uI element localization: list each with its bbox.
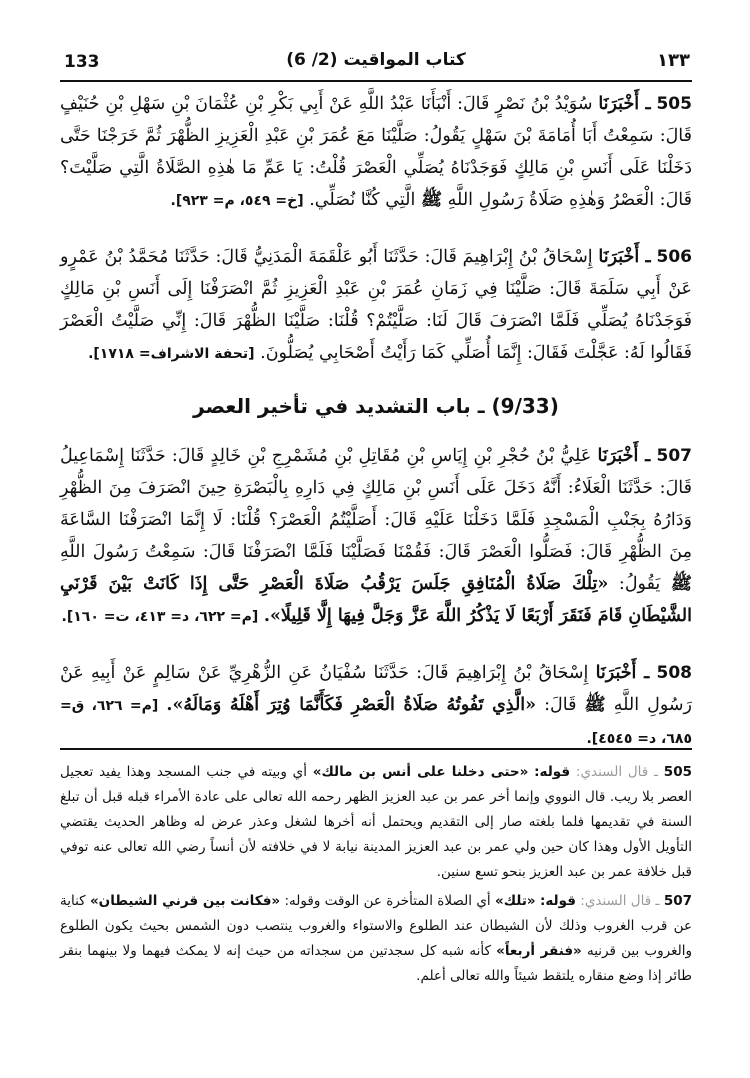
footnote-505 (60, 760, 692, 885)
hadith-matn: «تِلْكَ صَلَاةُ الْمُنَافِقِ جَلَسَ يَرْقُبُ صَلَاةَ الْعَصْرِ حَتَّى إِذَا كَانَتْ بَيْنَ قَرْنَيِ الشَّيْطَانِ قَامَ فَنَقَرَ أَرْبَعًا لَا يَذْكُرُ اللَّهَ عَزَّ وَجَلَّ فِيهَا إِلَّا قَلِيلًا». (60, 574, 692, 626)
hadith-number: 507 (656, 446, 692, 466)
page-header (60, 46, 692, 82)
hadith-lead: ـ أَخْبَرَنَا (595, 663, 650, 683)
footnote-quote: «تلك» (495, 893, 536, 909)
footnote-number: 505 (663, 764, 692, 780)
footnote-quote: «حتى دخلنا على أنس بن مالك» (312, 764, 529, 780)
hadith-text-continued: قَالَ: (544, 695, 577, 715)
takhrij: [م= ٦٢٢، د= ٤١٣، ت= ١٦٠]. (61, 609, 259, 625)
footnote-quote: «فنقر أربعاً» (496, 943, 582, 959)
footnote-text: كناية عن قرب الغروب وذلك لأن الشيطان عند الطلوع والاستواء والغروب ينتصب دون الشمس بحيث يكون الطلوع والغروب بين قرنيه (60, 893, 693, 959)
footnote-source: ـ قال السندي: (575, 764, 658, 780)
footnote-text: كأنه شبه كل سجدتين من سجداته من حيث إنه لا يمكث فيهما ولا بينهما بنقر طائر إذا وضع منقاره يلتقط شيئاً والله تعالى أعلم. (60, 943, 692, 984)
takhrij: [خ= ٥٤٩، م= ٩٢٣]. (170, 193, 304, 209)
hadith-number: 506 (656, 247, 692, 267)
main-text (60, 88, 692, 779)
footnote-quote: «فكانت بين قرني الشيطان» (89, 893, 281, 909)
hadith-507 (60, 440, 692, 633)
hadith-text-continued: يَقُولُ: (618, 574, 661, 594)
footnote-source: ـ قال السندي: (580, 893, 660, 909)
salutation-glyph: ﷺ (584, 695, 606, 715)
hadith-number: 505 (656, 94, 692, 114)
chapter-title: (9/33) ـ باب التشديد في تأخير العصر (193, 394, 559, 418)
running-title: (6 /2) كتاب المواقيت (286, 50, 466, 70)
hadith-text-continued: الَّتِي كُنَّا نُصَلِّي. (309, 190, 416, 210)
hadith-lead: ـ أَخْبَرَنَا (598, 247, 651, 267)
hadith-lead: ـ أَخْبَرَنَا (598, 94, 651, 114)
page-number-latin: 133 (64, 52, 100, 72)
footnote-quote-label: قوله: (534, 764, 571, 780)
footnote-separator (60, 748, 692, 750)
hadith-506 (60, 241, 692, 370)
page-number-arabic: ١٣٣ (657, 50, 690, 71)
salutation-glyph: ﷺ (420, 190, 443, 210)
salutation-glyph: ﷺ (670, 574, 692, 594)
hadith-text: عَلِيُّ بْنُ حُجْرِ بْنِ إِيَاسِ بْنِ مُقَاتِلِ بْنِ مُشَمْرِجِ بْنِ خَالِدٍ قَالَ: حَدَّثَنَا إِسْمَاعِيلُ قَالَ: حَدَّثَنَا الْعَلَاءُ: أَنَّهُ دَخَلَ عَلَى أَنَسِ بْنِ مَالِكٍ فِي دَارِهِ بِالْبَصْرَةِ حِينَ انْصَرَفَ مِنَ الظُّهْرِ وَدَارُهُ بِجَنْبِ الْمَسْجِدِ فَلَمَّا دَخَلْنَا عَلَيْهِ قَالَ: أَصَلَّيْتُمُ الْعَصْرَ؟ قُلْنَا: لَا إِنَّمَا انْصَرَفْنَا السَّاعَةَ مِنَ الظُّهْرِ قَالَ: فَصَلُّوا الْعَصْرَ قَالَ: فَقُمْنَا فَصَلَّيْنَا فَلَمَّا انْصَرَفْنَا قَالَ: سَمِعْتُ رَسُولَ اللَّهِ (60, 446, 692, 562)
hadith-text: إِسْحَاقُ بْنُ إِبْرَاهِيمَ قَالَ: حَدَّثَنَا أَبُو عَلْقَمَةَ الْمَدَنِيُّ قَالَ: حَدَّثَنَا مُحَمَّدُ بْنُ عَمْرٍو عَنْ أَبِي سَلَمَةَ قَالَ: صَلَّيْنَا فِي زَمَانِ عُمَرَ بْنِ عَبْدِ الْعَزِيزِ ثُمَّ انْصَرَفْنَا إِلَى أَنَسِ بْنِ مَالِكٍ فَوَجَدْنَاهُ يُصَلِّي فَلَمَّا انْصَرَفَ قَالَ لَنَا: صَلَّيْتُمْ؟ قُلْنَا: صَلَّيْنَا الظُّهْرَ قَالَ: إِنِّي صَلَّيْتُ الْعَصْرَ فَقَالُوا لَهُ: عَجَّلْتَ فَقَالَ: إِنَّمَا أُصَلِّي كَمَا رَأَيْتُ أَصْحَابِي يُصَلُّونَ. (60, 247, 692, 363)
hadith-lead: ـ أَخْبَرَنَا (597, 446, 651, 466)
footnote-number: 507 (663, 893, 692, 909)
hadith-text: إِسْحَاقُ بْنُ إِبْرَاهِيمَ قَالَ: حَدَّثَنَا سُفْيَانُ عَنِ الزُّهْرِيِّ عَنْ سَالِمٍ عَنْ أَبِيهِ عَنْ رَسُولِ اللَّهِ (60, 663, 692, 715)
footnote-507 (60, 889, 692, 989)
hadith-number: 508 (656, 663, 692, 683)
takhrij: [تحفة الاشراف= ١٧١٨]. (88, 346, 255, 362)
footnote-text: أي الصلاة المتأخرة عن الوقت وقوله: (284, 893, 491, 909)
footnote-quote-label: قوله: (539, 893, 576, 909)
hadith-508 (60, 657, 692, 755)
hadith-505 (60, 88, 692, 217)
takhrij: [م= ٦٢٦، ق= ٦٨٥، د= ٤٥٤٥]. (60, 698, 692, 747)
hadith-matn: «الَّذِي تَفُوتُهُ صَلَاةُ الْعَصْرِ فَكَأَنَّمَا وُتِرَ أَهْلَهُ وَمَالَهُ». (166, 695, 537, 715)
footnotes (60, 760, 692, 993)
footnote-text: أي وبيته في جنب المسجد وهذا يفيد تعجيل العصر بلا ريب. قال النووي وإنما أخر عمر بن عبد العزيز الظهر رحمه الله تعالى على عادة الأمراء قبله قبل أن تبلغ السنة في تقديمها فلما بلغته صار إلى التقديم ويحتمل أنه أخرها لشغل وعذر عرض له وظاهر الحديث يقتضي التأويل الأول وهذا كان حين ولي عمر بن عبد العزيز المدينة نيابة لا في خلافته لأن أنساً رضي الله تعالى عنه توفي قبل خلافة عمر بن عبد العزيز بنحو تسع سنين. (60, 764, 692, 880)
hadith-text: سُوَيْدُ بْنُ نَصْرٍ قَالَ: أَنْبَأَنَا عَبْدُ اللَّهِ عَنْ أَبِي بَكْرِ بْنِ عُثْمَانَ بْنِ سَهْلِ بْنِ حُنَيْفٍ قَالَ: سَمِعْتُ أَبَا أُمَامَةَ بْنَ سَهْلٍ يَقُولُ: صَلَّيْنَا مَعَ عُمَرَ بْنِ عَبْدِ الْعَزِيزِ الظُّهْرَ ثُمَّ خَرَجْنَا حَتَّى دَخَلْنَا عَلَى أَنَسِ بْنِ مَالِكٍ فَوَجَدْنَاهُ يُصَلِّي الْعَصْرَ قُلْتُ: يَا عَمِّ مَا هٰذِهِ الصَّلَاةُ الَّتِي صَلَّيْتَ؟ قَالَ: الْعَصْرُ وَهٰذِهِ صَلَاةُ رَسُولِ اللَّهِ (60, 94, 692, 210)
